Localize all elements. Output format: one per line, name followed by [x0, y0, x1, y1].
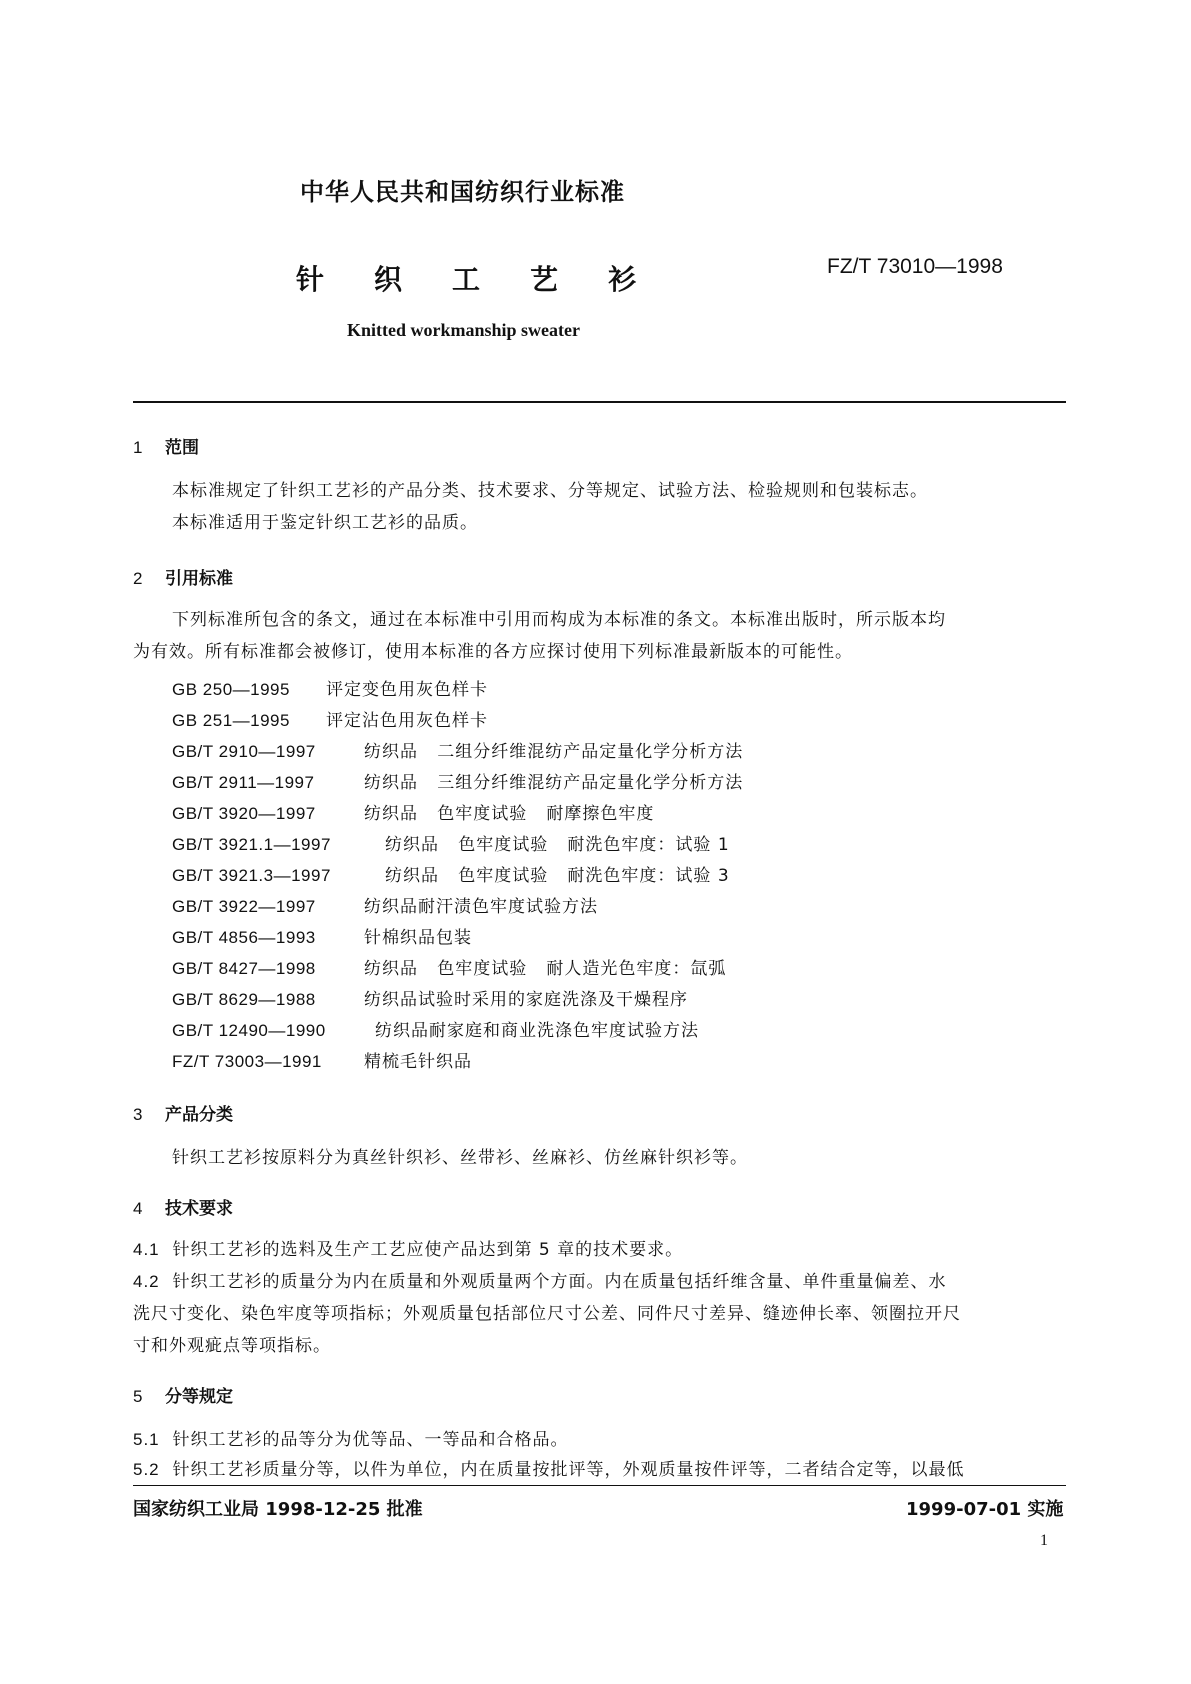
reference-item	[172, 1016, 699, 1041]
section-1-heading	[133, 433, 199, 458]
approval-line: 国家纺织工业局 1998-12-25 批准	[133, 1499, 423, 1520]
reference-code: GB 251—1995	[172, 711, 290, 730]
reference-item	[172, 1047, 472, 1072]
clause-5-1	[133, 1424, 568, 1456]
reference-code: GB/T 3921.1—1997	[172, 835, 331, 854]
clause-text: 针织工艺衫的品等分为优等品、一等品和合格品。	[172, 1430, 569, 1450]
document-title	[296, 258, 636, 298]
reference-item	[172, 861, 730, 886]
reference-title: 纺织品 色牢度试验 耐洗色牢度：试验 1	[385, 835, 730, 855]
section-1-paragraph: 本标准适用于鉴定针织工艺衫的品质。	[172, 513, 478, 533]
section-number: 4	[133, 1199, 143, 1218]
reference-code: GB/T 3921.3—1997	[172, 866, 331, 885]
reference-item	[172, 985, 688, 1010]
reference-code: GB/T 3922—1997	[172, 897, 316, 916]
reference-code: GB/T 2911—1997	[172, 773, 315, 792]
section-3-paragraph: 针织工艺衫按原料分为真丝针织衫、丝带衫、丝麻衫、仿丝麻针织衫等。	[172, 1148, 748, 1168]
section-title: 分等规定	[165, 1387, 233, 1407]
reference-title: 纺织品 二组分纤维混纺产品定量化学分析方法	[364, 742, 744, 762]
clause-5-2	[133, 1454, 964, 1486]
reference-title: 评定变色用灰色样卡	[326, 680, 488, 700]
reference-item	[172, 737, 743, 762]
english-title: Knitted workmanship sweater	[347, 320, 580, 340]
clause-4-1	[133, 1234, 683, 1266]
section-4-heading	[133, 1194, 233, 1219]
reference-title: 纺织品 色牢度试验 耐摩擦色牢度	[364, 804, 655, 824]
reference-title: 纺织品耐家庭和商业洗涤色牢度试验方法	[375, 1021, 699, 1041]
section-title: 引用标准	[165, 569, 233, 589]
reference-title: 纺织品 色牢度试验 耐人造光色牢度：氙弧	[364, 959, 727, 979]
section-number: 3	[133, 1105, 143, 1124]
reference-code: GB/T 2910—1997	[172, 742, 316, 761]
reference-title: 纺织品试验时采用的家庭洗涤及干燥程序	[364, 990, 688, 1010]
reference-item	[172, 954, 726, 979]
reference-item	[172, 706, 488, 731]
reference-title: 精梳毛针织品	[364, 1052, 472, 1072]
section-5-heading	[133, 1382, 233, 1407]
footer-divider	[133, 1485, 1066, 1486]
section-2-paragraph: 下列标准所包含的条文，通过在本标准中引用而构成为本标准的条文。本标准出版时，所示版本均	[172, 610, 946, 630]
reference-code: FZ/T 73003—1991	[172, 1052, 322, 1071]
section-number: 2	[133, 569, 143, 588]
section-title: 范围	[165, 438, 199, 458]
title-char: 艺	[530, 263, 559, 296]
standard-code: FZ/T 73010—1998	[827, 255, 1003, 278]
section-2-heading	[133, 564, 233, 589]
clause-number: 4.2	[133, 1272, 160, 1291]
title-char: 工	[452, 263, 481, 296]
reference-title: 纺织品耐汗渍色牢度试验方法	[364, 897, 598, 917]
title-char: 针	[296, 263, 325, 296]
section-number: 1	[133, 438, 143, 457]
reference-item	[172, 923, 472, 948]
reference-title: 纺织品 色牢度试验 耐洗色牢度：试验 3	[385, 866, 730, 886]
clause-text: 针织工艺衫的选料及生产工艺应使产品达到第 5 章的技术要求。	[172, 1240, 684, 1260]
clause-4-2-continued: 洗尺寸变化、染色牢度等项指标；外观质量包括部位尺寸公差、同件尺寸差异、缝迹伸长率、领圈拉开尺	[133, 1304, 961, 1324]
reference-title: 评定沾色用灰色样卡	[326, 711, 488, 731]
title-char: 衫	[608, 263, 637, 296]
reference-item	[172, 768, 743, 793]
title-char: 织	[374, 263, 403, 296]
reference-item	[172, 892, 598, 917]
section-title: 技术要求	[165, 1199, 233, 1219]
issuing-body-header: 中华人民共和国纺织行业标准	[300, 178, 625, 206]
effective-date-line: 1999-07-01 实施	[906, 1499, 1064, 1520]
header-divider	[133, 401, 1066, 403]
section-1-paragraph: 本标准规定了针织工艺衫的产品分类、技术要求、分等规定、试验方法、检验规则和包装标志。	[172, 481, 928, 501]
reference-title: 针棉织品包装	[364, 928, 472, 948]
reference-code: GB/T 4856—1993	[172, 928, 316, 947]
clause-number: 5.2	[133, 1460, 160, 1479]
reference-item	[172, 799, 654, 824]
clause-number: 4.1	[133, 1240, 160, 1259]
section-3-heading	[133, 1100, 233, 1125]
reference-title: 纺织品 三组分纤维混纺产品定量化学分析方法	[364, 773, 744, 793]
reference-code: GB/T 8427—1998	[172, 959, 316, 978]
clause-4-2	[133, 1266, 946, 1298]
reference-code: GB 250—1995	[172, 680, 290, 699]
section-2-paragraph: 为有效。所有标准都会被修订，使用本标准的各方应探讨使用下列标准最新版本的可能性。	[133, 642, 853, 662]
clause-text: 针织工艺衫的质量分为内在质量和外观质量两个方面。内在质量包括纤维含量、单件重量偏差、水	[172, 1272, 947, 1292]
reference-code: GB/T 12490—1990	[172, 1021, 326, 1040]
section-title: 产品分类	[165, 1105, 233, 1125]
reference-code: GB/T 8629—1988	[172, 990, 316, 1009]
reference-item	[172, 830, 730, 855]
clause-text: 针织工艺衫质量分等，以件为单位，内在质量按批评等，外观质量按件评等，二者结合定等，以最低	[172, 1460, 965, 1480]
reference-code: GB/T 3920—1997	[172, 804, 316, 823]
section-number: 5	[133, 1387, 143, 1406]
clause-4-2-continued: 寸和外观疵点等项指标。	[133, 1336, 331, 1356]
page-number: 1	[1040, 1532, 1048, 1549]
reference-item	[172, 675, 488, 700]
clause-number: 5.1	[133, 1430, 160, 1449]
